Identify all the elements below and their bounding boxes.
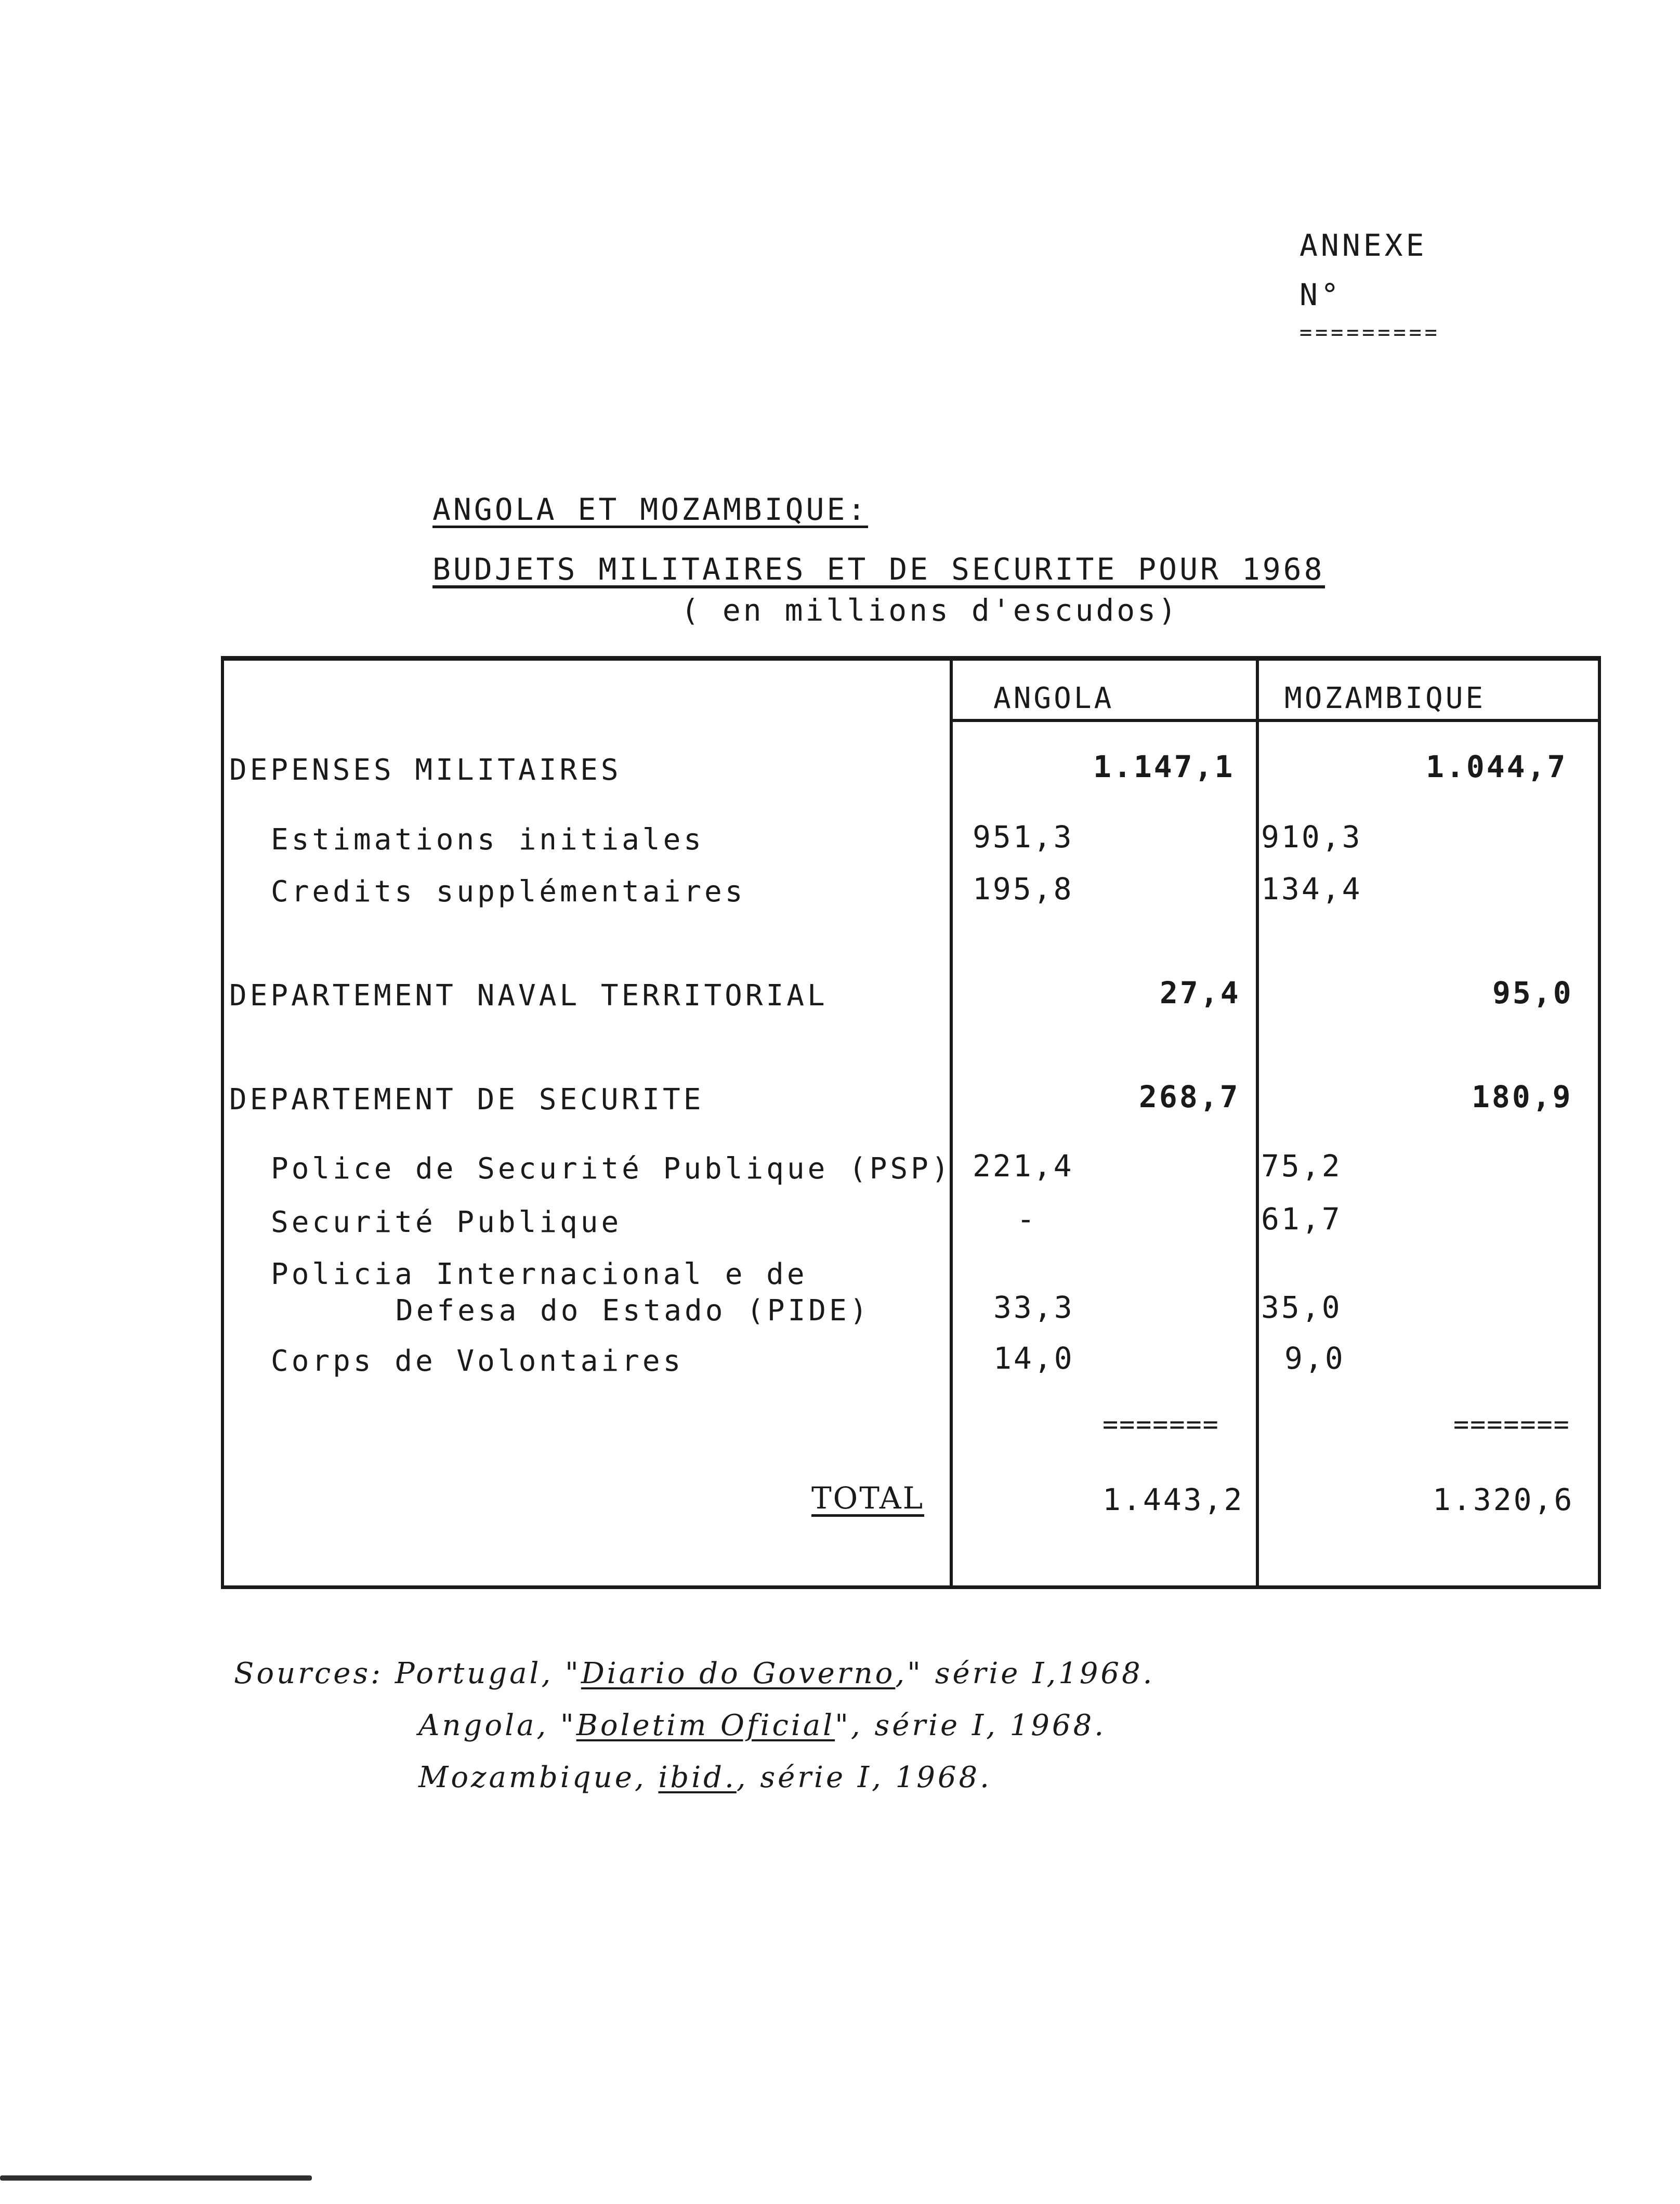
row-label-pide-line1: Policia Internacional e de	[271, 1257, 808, 1291]
column-header-angola: ANGOLA	[993, 681, 1114, 715]
mozambique-total-departement-securite: 180,9	[1472, 1079, 1573, 1114]
mozambique-total-separator: =======	[1453, 1409, 1570, 1439]
sources-block	[234, 1648, 1154, 1804]
source-mozambique-c: , série I, 1968.	[736, 1761, 992, 1794]
column-header-mozambique: MOZAMBIQUE	[1284, 681, 1486, 715]
column-divider-left	[950, 661, 953, 1585]
mozambique-grand-total: 1.320,6	[1433, 1482, 1574, 1517]
source-portugal-title: Diario do Governo	[581, 1657, 896, 1690]
source-portugal-a: Portugal, "	[395, 1657, 581, 1690]
unit-note: ( en millions d'escudos)	[681, 593, 1179, 628]
angola-grand-total: 1.443,2	[1102, 1482, 1244, 1517]
title-line-2: BUDJETS MILITAIRES ET DE SECURITE POUR 1968	[432, 553, 1325, 588]
annex-block	[1300, 221, 1440, 346]
mozambique-pide: 35,0	[1261, 1290, 1342, 1325]
annex-rule: =========	[1300, 321, 1440, 345]
source-mozambique-a: Mozambique,	[418, 1761, 659, 1794]
angola-psp: 221,4	[973, 1148, 1074, 1184]
sources-line-3	[234, 1752, 1154, 1804]
row-label-departement-securite: DEPARTEMENT DE SECURITE	[229, 1083, 704, 1117]
row-label-credits-supplementaires: Credits supplémentaires	[271, 875, 746, 909]
mozambique-total-depenses-militaires: 1.044,7	[1426, 749, 1568, 784]
row-label-departement-naval: DEPARTEMENT NAVAL TERRITORIAL	[229, 979, 828, 1013]
angola-pide: 33,3	[993, 1290, 1074, 1325]
budget-table	[221, 656, 1601, 1589]
scan-edge-mark	[0, 2175, 312, 2181]
annex-label: ANNEXE	[1300, 228, 1427, 263]
angola-securite-publique: -	[1017, 1201, 1037, 1237]
row-label-psp: Police de Securité Publique (PSP)	[271, 1152, 952, 1186]
sources-line-1	[234, 1648, 1154, 1700]
row-label-pide-line2: Defesa do Estado (PIDE)	[396, 1294, 871, 1328]
source-angola-a: Angola, "	[418, 1709, 576, 1742]
row-label-securite-publique: Securité Publique	[271, 1205, 622, 1239]
mozambique-securite-publique: 61,7	[1261, 1201, 1342, 1237]
sources-prefix: Sources:	[234, 1657, 384, 1690]
angola-total-departement-naval: 27,4	[1160, 975, 1241, 1011]
header-underline	[950, 719, 1598, 722]
angola-total-depenses-militaires: 1.147,1	[1093, 749, 1235, 784]
mozambique-total-departement-naval: 95,0	[1492, 975, 1573, 1011]
row-label-depenses-militaires: DEPENSES MILITAIRES	[229, 753, 622, 787]
angola-credits-supplementaires: 195,8	[973, 871, 1074, 907]
total-label: TOTAL	[811, 1480, 925, 1516]
source-angola-title: Boletim Oficial	[576, 1709, 835, 1742]
mozambique-psp: 75,2	[1261, 1148, 1342, 1184]
source-mozambique-title: ibid.	[658, 1761, 737, 1794]
column-divider-right	[1256, 661, 1259, 1585]
angola-total-separator: =======	[1102, 1409, 1219, 1439]
annex-number-label: N°	[1300, 277, 1342, 312]
angola-total-departement-securite: 268,7	[1139, 1079, 1240, 1114]
row-label-estimations-initiales: Estimations initiales	[271, 823, 705, 857]
row-label-corps-volontaires: Corps de Volontaires	[271, 1344, 684, 1378]
mozambique-corps-volontaires: 9,0	[1284, 1341, 1345, 1376]
source-angola-c: ", série I, 1968.	[835, 1709, 1106, 1742]
source-portugal-c: ," série I,1968.	[895, 1657, 1155, 1690]
title-block	[432, 483, 1325, 595]
mozambique-estimations-initiales: 910,3	[1261, 819, 1362, 855]
title-line-1: ANGOLA ET MOZAMBIQUE:	[432, 492, 869, 527]
mozambique-credits-supplementaires: 134,4	[1261, 871, 1362, 907]
sources-line-2	[234, 1700, 1154, 1752]
angola-corps-volontaires: 14,0	[993, 1341, 1074, 1376]
angola-estimations-initiales: 951,3	[973, 819, 1074, 855]
